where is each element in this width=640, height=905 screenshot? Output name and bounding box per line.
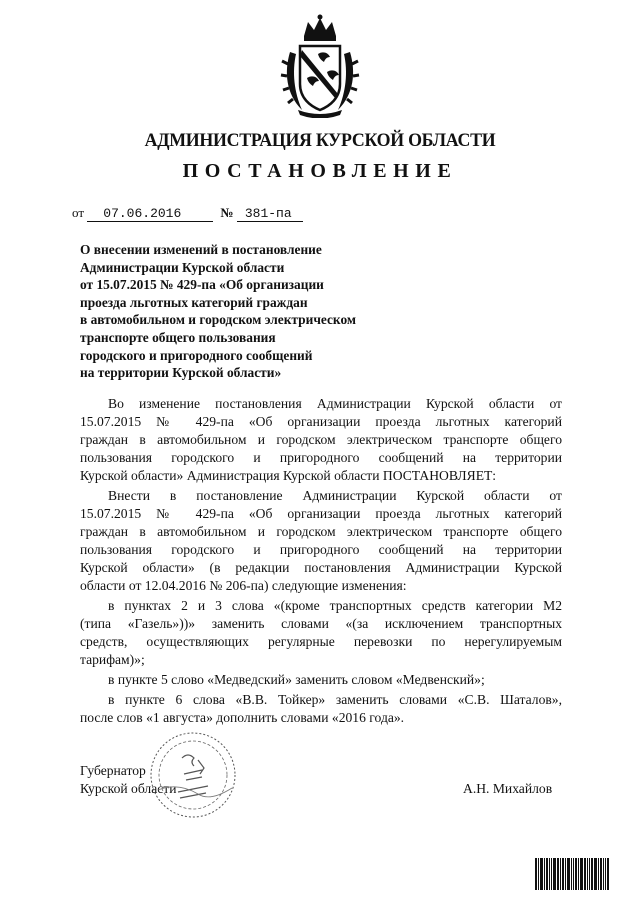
- body-line: в пунктах 2 и 3 слова «(кроме транспортных средств категории М2: [108, 598, 562, 613]
- date-from-label: от: [72, 205, 85, 220]
- body-line: пользования городского и пригородного сообщений на территории: [80, 450, 562, 465]
- barcode-image: [535, 858, 623, 890]
- subject-line: транспорте общего пользования: [80, 329, 276, 345]
- signatory-name: А.Н. Михайлов: [463, 781, 553, 796]
- subject-line: городского и пригородного сообщений: [80, 347, 313, 363]
- body-line: Внести в постановление Администрации Курской области от: [108, 488, 562, 503]
- number-sign: №: [220, 205, 234, 220]
- body-line: Курской области» Администрация Курской области ПОСТАНОВЛЯЕТ:: [80, 468, 497, 483]
- signatory-region: Курской области: [80, 781, 177, 796]
- body-line: после слов «1 августа» дополнить словами «2016 года».: [80, 710, 405, 725]
- body-line: Курской области» (в редакции постановления Администрации Курской: [80, 560, 562, 575]
- document-subject: [80, 241, 410, 382]
- body-line: Во изменение постановления Администрации Курской области от: [108, 396, 562, 411]
- document-number: 381-па: [237, 207, 303, 222]
- subject-line: О внесении изменений в постановление: [80, 242, 322, 257]
- body-line: в пункте 5 слово «Медведский» заменить словом «Медвенский»;: [108, 672, 485, 687]
- body-line: граждан в автомобильном и городском электрическом транспорте общего: [80, 524, 562, 539]
- subject-line: проезда льготных категорий граждан: [80, 294, 308, 310]
- subject-line: в автомобильном и городском электрическом: [80, 312, 357, 328]
- body-line: тарифам)»;: [80, 652, 145, 667]
- organization-title: АДМИНИСТРАЦИЯ КУРСКОЙ ОБЛАСТИ: [144, 130, 496, 151]
- date-number-line: [72, 205, 303, 222]
- coat-of-arms-emblem: [280, 14, 360, 118]
- body-line: 15.07.2015 № 429-па «Об организации проезда льготных категорий: [80, 506, 562, 521]
- body-line: средств, осуществляющих регулярные перевозки по нерегулируемым: [80, 634, 562, 649]
- body-line: граждан в автомобильном и городском электрическом транспорте общего: [80, 432, 562, 447]
- document-date: 07.06.2016: [87, 207, 213, 222]
- body-line: в пункте 6 слова «В.В. Тойкер» заменить словами «С.В. Шаталов»,: [108, 692, 562, 707]
- subject-line: от 15.07.2015 № 429-па «Об организации: [80, 277, 324, 293]
- body-line: области от 12.04.2016 № 206-па) следующие изменения:: [80, 578, 407, 593]
- body-line: пользования городского и пригородного сообщений на территории: [80, 542, 562, 557]
- document-type-title: ПОСТАНОВЛЕНИЕ: [182, 160, 458, 182]
- signatory-title: Губернатор: [80, 763, 146, 778]
- body-line: 15.07.2015 № 429-па «Об организации проезда льготных категорий: [80, 414, 562, 429]
- subject-line: на территории Курской области»: [80, 365, 282, 381]
- subject-line: Администрации Курской области: [80, 259, 285, 275]
- body-line: (типа «Газель»))» заменить словами «(за исключением транспортных: [80, 616, 562, 631]
- official-seal-stamp: [148, 730, 238, 820]
